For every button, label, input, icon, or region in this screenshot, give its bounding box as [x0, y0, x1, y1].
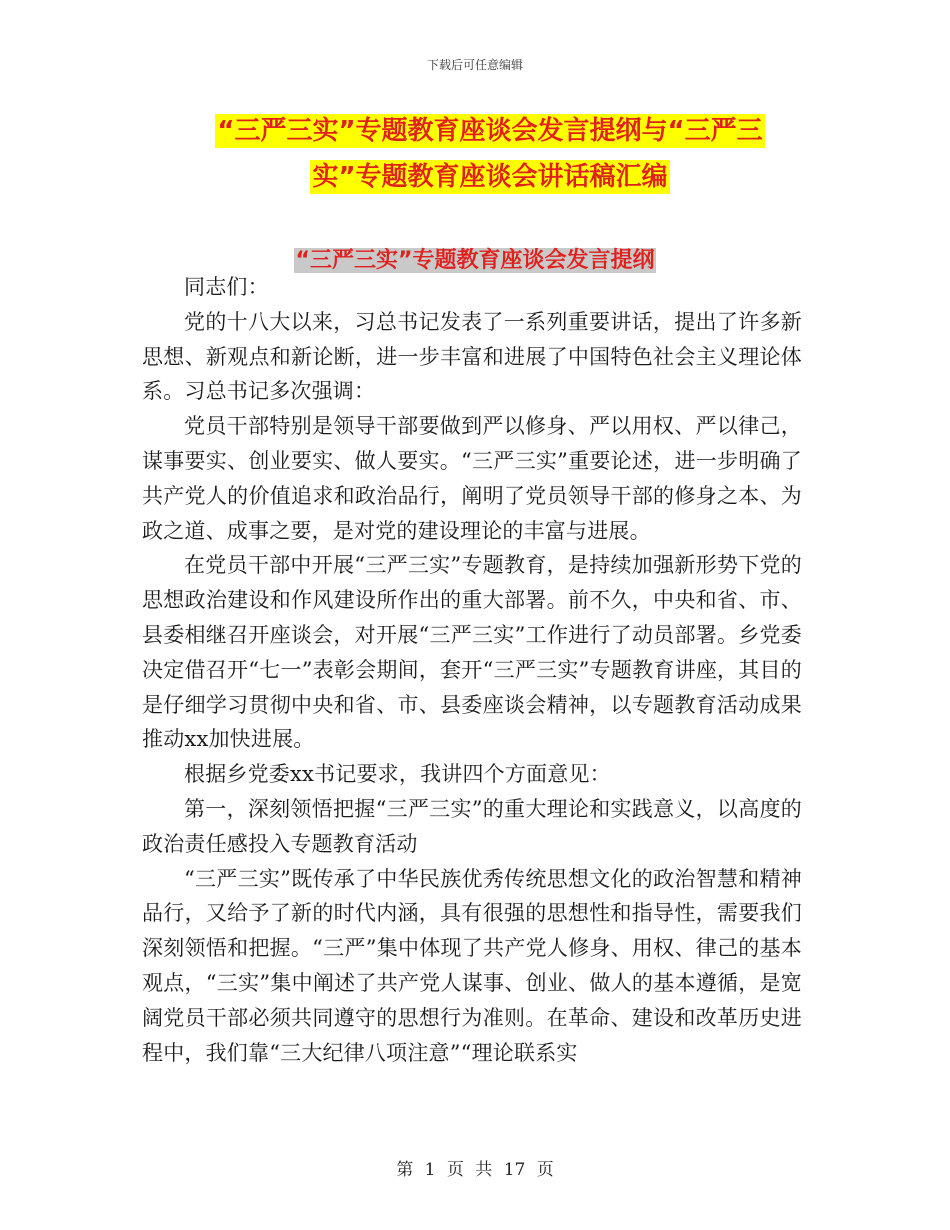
paragraph: 根据乡党委xx书记要求，我讲四个方面意见：: [184, 762, 611, 787]
section-title-text: “三严三实”专题教育座谈会发言提纲: [295, 248, 655, 273]
page-header: 下载后可任意编辑: [426, 58, 523, 72]
page-number: 第 1 页 共 17 页: [396, 1160, 554, 1180]
paragraph: 第一，深刻领悟把握“三严三实”的重大理论和实践意义，以高度的政治责任感投入专题教育活动: [142, 796, 802, 856]
document-title-line-1: “三严三实”专题教育座谈会发言提纲与“三严三: [217, 116, 763, 146]
salutation: 同志们：: [184, 275, 269, 299]
document-title-line-2: 实”专题教育座谈会讲话稿汇编: [312, 162, 668, 192]
paragraph: “三严三实”既传承了中华民族优秀传统思想文化的政治智慧和精神品行，又给予了新的时代内涵，具有很强的思想性和指导性，需要我们深刻领悟和把握。“三严”集中体现了共产党人修身、用权、律己的基本观点，“三实”集中阐述了共产党人谋事、创业、做人的基本遵循，是宽阔党员干部必须共同遵守的思想行为准则。在革命、建设和改革历史进程中，我们靠“三大纪律八项注意”“理论联系实: [142, 866, 802, 1065]
document-body: [142, 270, 802, 1070]
document-title: [140, 108, 840, 200]
paragraph: 在党员干部中开展“三严三实”专题教育，是持续加强新形势下党的思想政治建设和作风建设所作出的重大部署。前不久，中央和省、市、县委相继召开座谈会，对开展“三严三实”工作进行了动员部署。乡党委决定借召开“七一”表彰会期间，套开“三严三实”专题教育讲座，其目的是仔细学习贯彻中央和省、市、县委座谈会精神，以专题教育活动成果推动xx加快进展。: [142, 553, 802, 752]
paragraph: 党员干部特别是领导干部要做到严以修身、严以用权、严以律己，谋事要实、创业要实、做人要实。“三严三实”重要论述，进一步明确了共产党人的价值追求和政治品行，阐明了党员领导干部的修身之本、为政之道、成事之要，是对党的建设理论的丰富与进展。: [142, 414, 802, 543]
paragraph: 党的十八大以来，习总书记发表了一系列重要讲话，提出了许多新思想、新观点和新论断，进一步丰富和进展了中国特色社会主义理论体系。习总书记多次强调：: [142, 309, 802, 404]
